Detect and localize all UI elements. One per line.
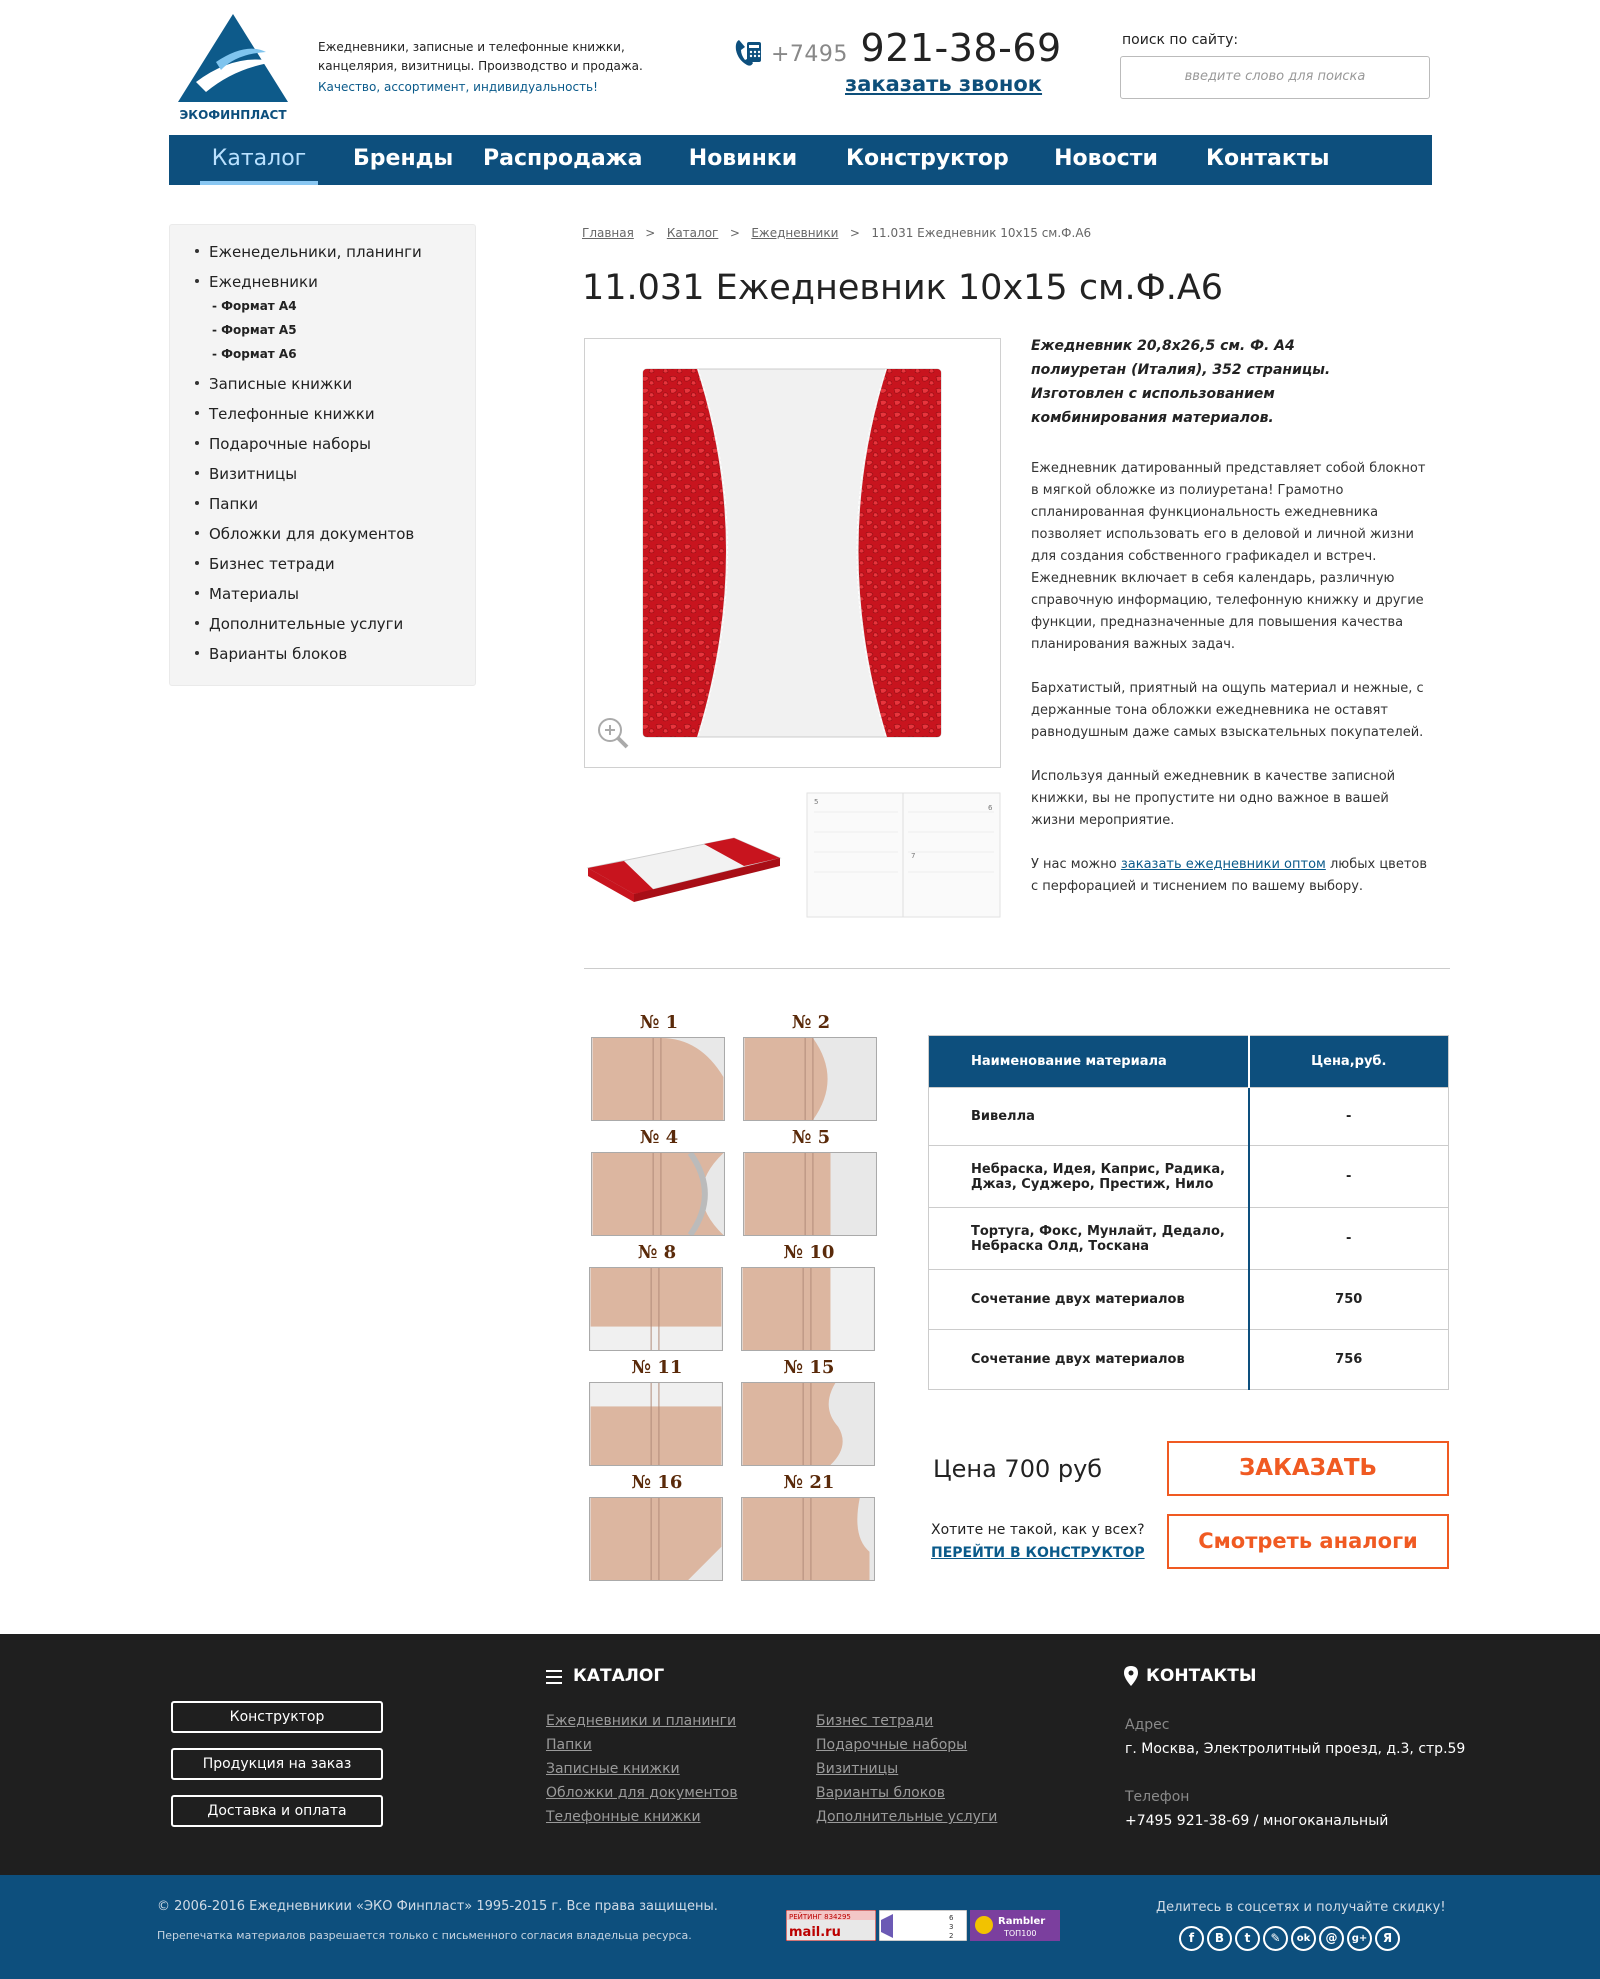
diary-cover-image (585, 339, 1000, 767)
svg-text:mail.ru: mail.ru (789, 1925, 841, 1940)
product-main-image[interactable] (584, 338, 1001, 768)
address-value: г. Москва, Электролитный проезд, д.3, стр.59 (1125, 1741, 1466, 1757)
footer-link[interactable]: Дополнительные услуги (816, 1809, 998, 1825)
svg-text:5: 5 (814, 798, 819, 806)
footer-link[interactable]: Ежедневники и планинги (546, 1713, 737, 1729)
table-row (929, 1270, 1449, 1330)
sidebar-subitem[interactable]: - Формат А4 (212, 299, 297, 313)
material-price: 750 (1249, 1270, 1449, 1330)
footer-catalog-title: КАТАЛОГ (573, 1666, 665, 1686)
footer-link[interactable]: Обложки для документов (546, 1785, 738, 1801)
lj-icon[interactable]: ✎ (1263, 1926, 1288, 1951)
svg-text:7: 7 (911, 852, 916, 860)
header-phone[interactable] (771, 26, 1062, 70)
table-row (929, 1146, 1449, 1208)
liveinternet-counter[interactable] (879, 1910, 967, 1941)
variant-label: № 4 (639, 1127, 679, 1148)
nav-item-brands[interactable]: Бренды (353, 146, 454, 171)
material-name: Сочетание двух материалов (929, 1330, 1249, 1390)
view-analogs-button[interactable]: Смотреть аналоги (1167, 1514, 1449, 1569)
footer-button-custom-products[interactable]: Продукция на заказ (171, 1748, 383, 1780)
phone-icon (733, 36, 763, 68)
table-header: Наименование материала (929, 1036, 1249, 1088)
sidebar-item[interactable]: Материалы (209, 585, 299, 603)
google-plus-icon[interactable]: g+ (1347, 1926, 1372, 1951)
sidebar (169, 224, 476, 686)
svg-text:2: 2 (949, 1932, 954, 1940)
breadcrumb-separator: > (849, 226, 860, 240)
sidebar-item[interactable]: Подарочные наборы (209, 435, 371, 453)
address-label: Адрес (1125, 1717, 1170, 1733)
variant-image[interactable] (741, 1267, 875, 1351)
variant-label: № 2 (791, 1012, 831, 1033)
sidebar-item[interactable]: Дополнительные услуги (209, 615, 403, 633)
variant-label: № 16 (631, 1472, 683, 1493)
table-row (929, 1208, 1449, 1270)
ok-icon[interactable]: ok (1291, 1926, 1316, 1951)
material-name: Сочетание двух материалов (929, 1270, 1249, 1330)
material-price: - (1249, 1146, 1449, 1208)
breadcrumb-home[interactable]: Главная (582, 226, 634, 240)
svg-text:ЭКОФИНПЛАСТ: ЭКОФИНПЛАСТ (179, 108, 287, 122)
footer-link[interactable]: Записные книжки (546, 1761, 680, 1777)
variant-image[interactable] (743, 1037, 877, 1121)
footer-button-delivery[interactable]: Доставка и оплата (171, 1795, 383, 1827)
description-paragraph: У нас можно заказать ежедневники оптом любых цветов с перфорацией и тиснением по вашему выбору. (1031, 857, 1428, 894)
twitter-icon[interactable]: t (1235, 1926, 1260, 1951)
svg-text:ТОП100: ТОП100 (1004, 1929, 1037, 1938)
variant-image[interactable] (743, 1152, 877, 1236)
product-thumbnail-pages[interactable] (806, 792, 1001, 918)
phone-value: +7495 921-38-69 / многоканальный (1125, 1813, 1389, 1829)
product-price: Цена 700 руб (933, 1455, 1103, 1483)
material-name: Вивелла (929, 1088, 1249, 1146)
variant-image[interactable] (589, 1382, 723, 1466)
custom-prompt: Хотите не такой, как у всех? (931, 1522, 1145, 1538)
mail-icon[interactable]: @ (1319, 1926, 1344, 1951)
description-paragraph: Ежедневник датированный представляет собой блокнот в мягкой обложке из полиуретана! Грамотно спланированная функциональность ежедневника позволяет использовать его в деловой и личной жизни для создания собственного графикадел и встреч. Ежедневник включает в себя календарь, различную справочную информацию, телефонную книжку и другие функции, предназначенные для повышения качества планирования важных задач. (1031, 461, 1426, 652)
phone-label: Телефон (1125, 1789, 1190, 1805)
description-paragraph: Бархатистый, приятный на ощупь материал и нежные, с держанные тона обложки ежедневника не оставят равнодушным даже самых взыскательных покупателей. (1031, 681, 1424, 740)
variant-image[interactable] (589, 1497, 723, 1581)
vk-icon[interactable]: B (1207, 1926, 1232, 1951)
material-price: - (1249, 1208, 1449, 1270)
phone-prefix: +7495 (771, 42, 848, 67)
sidebar-subitem[interactable]: - Формат А6 (212, 347, 297, 361)
variant-image[interactable] (591, 1037, 725, 1121)
footer-link[interactable]: Папки (546, 1737, 592, 1753)
constructor-link[interactable]: ПЕРЕЙТИ В КОНСТРУКТОР (931, 1545, 1145, 1561)
footer-link[interactable]: Подарочные наборы (816, 1737, 968, 1753)
sidebar-item[interactable]: Записные книжки (209, 375, 352, 393)
callback-link[interactable]: заказать звонок (845, 72, 1043, 96)
menu-icon (546, 1670, 562, 1684)
product-thumbnail-angle[interactable] (584, 808, 782, 910)
nav-item-new[interactable]: Новинки (688, 146, 798, 171)
header-tagline: Ежедневники, записные и телефонные книжки, канцелярия, визитницы. Производство и продажа. (318, 40, 643, 73)
page-title: 11.031 Ежедневник 10х15 см.Ф.А6 (582, 268, 1224, 308)
svg-text:6: 6 (988, 804, 993, 812)
variant-image[interactable] (741, 1382, 875, 1466)
sidebar-item[interactable]: Обложки для документов (209, 525, 414, 543)
variant-label: № 5 (791, 1127, 831, 1148)
copyright: © 2006-2016 Ежедневникии «ЭКО Финпласт» 1995-2015 г. Все права защищены. (157, 1899, 718, 1914)
divider (584, 968, 1450, 969)
breadcrumb (582, 226, 1091, 240)
sidebar-subitem[interactable]: - Формат А5 (212, 323, 297, 337)
location-pin-icon (1124, 1666, 1138, 1686)
breadcrumb-separator: > (729, 226, 740, 240)
variant-label: № 11 (631, 1357, 683, 1378)
nav-item-contacts[interactable]: Контакты (1206, 146, 1330, 171)
variant-label: № 21 (783, 1472, 835, 1493)
rambler-top100-counter[interactable] (970, 1910, 1060, 1941)
product-short-description: Ежедневник 20,8х26,5 см. Ф. А4 полиуретан (Италия), 352 страницы. Изготовлен с использованием комбинирования материалов. (1031, 338, 1331, 426)
logo[interactable] (176, 12, 291, 124)
description-paragraph: Используя данный ежедневник в качестве записной книжки, вы не пропустите ни одно важное в вашей жизни мероприятие. (1031, 769, 1396, 828)
variant-image[interactable] (741, 1497, 875, 1581)
sidebar-item[interactable]: Бизнес тетради (209, 555, 335, 573)
material-price: - (1249, 1088, 1449, 1146)
variant-label: № 15 (783, 1357, 835, 1378)
phone-number: 921-38-69 (860, 26, 1062, 70)
material-name: Небраска, Идея, Каприс, Радика, Джаз, Суджеро, Престиж, Нило (929, 1146, 1249, 1208)
sidebar-item[interactable]: Еженедельники, планинги (209, 243, 422, 261)
table-row (929, 1088, 1449, 1146)
yandex-icon[interactable]: Я (1375, 1926, 1400, 1951)
svg-text:Rambler: Rambler (998, 1916, 1046, 1927)
sidebar-item[interactable]: Ежедневники (209, 273, 318, 291)
sidebar-item[interactable]: Визитницы (209, 465, 297, 483)
variant-label: № 8 (637, 1242, 677, 1263)
mail-rating-counter[interactable] (786, 1910, 876, 1941)
nav-item-sale[interactable]: Распродажа (483, 146, 643, 171)
header-slogan: Качество, ассортимент, индивидуальность! (318, 80, 598, 94)
sidebar-item[interactable]: Варианты блоков (209, 645, 347, 663)
zoom-icon[interactable] (596, 716, 630, 750)
search-label: поиск по сайту: (1122, 32, 1239, 48)
breadcrumb-diaries[interactable]: Ежедневники (751, 226, 839, 240)
nav-item-catalog[interactable]: Каталог (200, 135, 318, 185)
svg-text:3: 3 (949, 1923, 954, 1931)
facebook-icon[interactable]: f (1179, 1926, 1204, 1951)
material-name: Тортуга, Фокс, Мунлайт, Дедало, Небраска Олд, Тоскана (929, 1208, 1249, 1270)
nav-item-constructor[interactable]: Конструктор (846, 146, 1009, 171)
footer-link[interactable]: Варианты блоков (816, 1785, 945, 1801)
footer-button-constructor[interactable]: Конструктор (171, 1701, 383, 1733)
footer-link[interactable]: Телефонные книжки (546, 1809, 701, 1825)
order-button[interactable]: ЗАКАЗАТЬ (1167, 1441, 1449, 1496)
breadcrumb-separator: > (645, 226, 656, 240)
sidebar-item[interactable]: Папки (209, 495, 258, 513)
breadcrumb-current: 11.031 Ежедневник 10х15 см.Ф.А6 (871, 226, 1092, 240)
variant-image[interactable] (589, 1267, 723, 1351)
breadcrumb-catalog[interactable]: Каталог (666, 226, 719, 240)
svg-text:6: 6 (949, 1914, 954, 1922)
materials-table (928, 1035, 1449, 1390)
footer-contacts-title: КОНТАКТЫ (1146, 1666, 1257, 1686)
svg-text:РЕЙТИНГ 834295: РЕЙТИНГ 834295 (789, 1913, 851, 1921)
share-text: Делитесь в соцсетях и получайте скидку! (1156, 1900, 1446, 1915)
variant-label: № 10 (783, 1242, 835, 1263)
sidebar-item[interactable]: Телефонные книжки (209, 405, 375, 423)
material-price: 756 (1249, 1330, 1449, 1390)
table-header-row (929, 1036, 1449, 1088)
main-nav (169, 135, 1432, 185)
table-row (929, 1330, 1449, 1390)
product-description (1031, 458, 1431, 920)
variant-label: № 1 (639, 1012, 679, 1033)
footer-link[interactable]: Визитницы (816, 1761, 899, 1777)
variant-image[interactable] (591, 1152, 725, 1236)
nav-item-news[interactable]: Новости (1054, 146, 1158, 171)
footer-link[interactable]: Бизнес тетради (816, 1713, 934, 1729)
search-input[interactable]: введите слово для поиска (1120, 56, 1430, 99)
wholesale-order-link[interactable]: заказать ежедневники оптом (1120, 857, 1326, 872)
table-header: Цена,руб. (1249, 1036, 1449, 1088)
reprint-notice: Перепечатка материалов разрешается только с письменного согласия владельца ресурса. (157, 1929, 692, 1942)
